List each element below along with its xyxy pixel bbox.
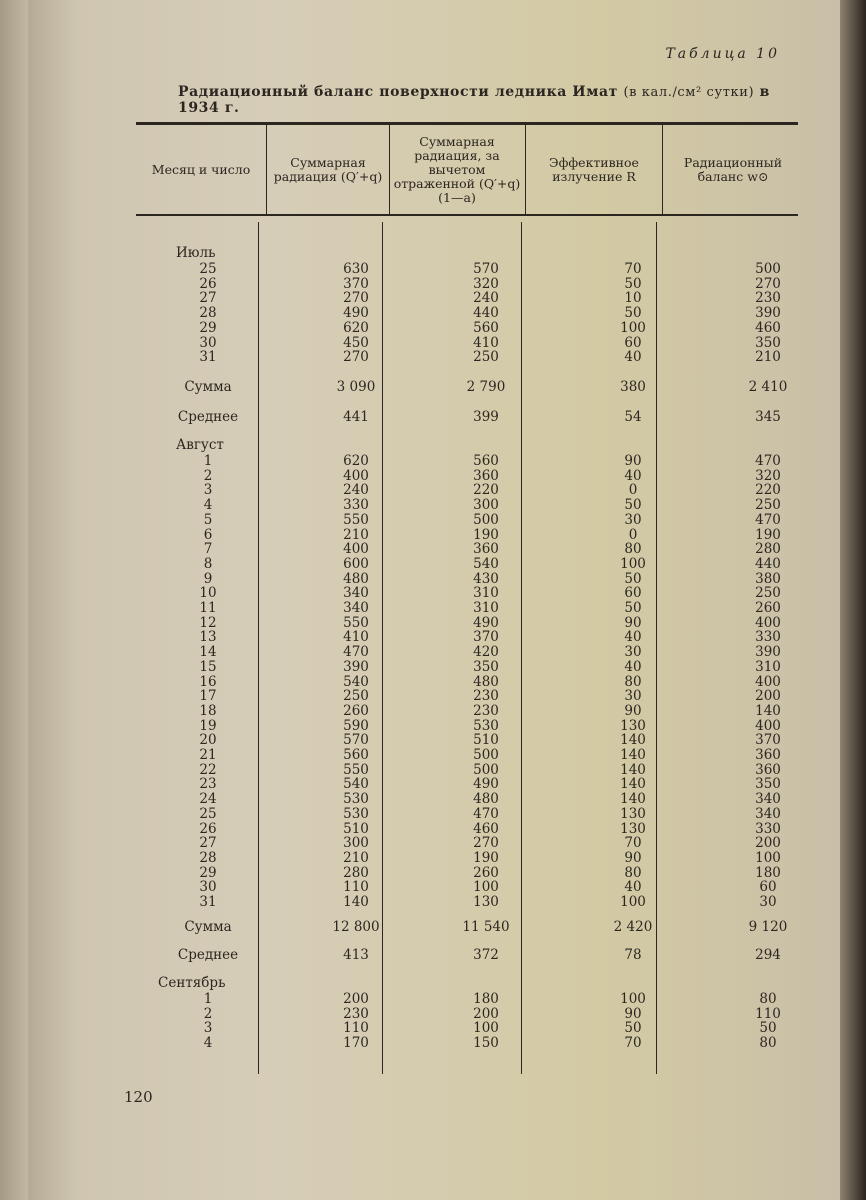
table-cell: 10 [199, 585, 217, 602]
table-cell: 110 [755, 1005, 781, 1022]
table-cell: 9 120 [748, 919, 788, 935]
table-cell: 8 [203, 555, 213, 572]
table-row [28, 660, 840, 674]
table-cell: 78 [624, 947, 642, 963]
table-cell: 540 [343, 776, 369, 793]
table-cell: 90 [624, 702, 642, 719]
table-cell: 90 [624, 849, 642, 866]
table-cell: 600 [343, 555, 369, 572]
table-cell: 294 [755, 947, 781, 963]
table-cell: 280 [755, 541, 781, 558]
table-row [28, 483, 840, 497]
table-cell: 100 [620, 555, 646, 572]
table-row [28, 822, 840, 836]
table-cell: 370 [473, 629, 499, 646]
table-cell: 25 [199, 805, 217, 822]
average-row [28, 948, 840, 962]
table-cell: 380 [755, 570, 781, 587]
table-cell: 390 [755, 644, 781, 661]
table-cell: 260 [473, 864, 499, 881]
table-cell: 2 410 [748, 379, 788, 395]
table-cell: 3 090 [336, 379, 376, 395]
table-cell: 130 [620, 717, 646, 734]
table-cell: 210 [343, 526, 369, 543]
table-cell: 17 [199, 688, 217, 705]
table-cell: 480 [343, 570, 369, 587]
table-cell: 100 [755, 849, 781, 866]
table-row [28, 306, 840, 320]
table-cell: 350 [755, 334, 781, 351]
table-cell: 110 [343, 1020, 369, 1037]
table-cell: 260 [343, 702, 369, 719]
table-cell: 560 [343, 747, 369, 763]
table-cell: 140 [620, 732, 646, 749]
book-page [28, 0, 840, 1200]
table-row [28, 528, 840, 542]
table-cell: 23 [199, 776, 217, 793]
table-cell: 360 [755, 761, 781, 778]
table-cell: 310 [473, 585, 499, 602]
table-cell: 620 [343, 319, 369, 336]
table-cell: 330 [755, 629, 781, 646]
table-cell: 190 [473, 849, 499, 866]
table-cell: 200 [343, 991, 369, 1007]
table-cell: 21 [199, 747, 217, 763]
table-cell: 570 [473, 261, 499, 277]
table-cell: 450 [343, 334, 369, 351]
table-cell: 320 [755, 467, 781, 484]
table-cell: 80 [759, 1035, 777, 1052]
table-cell: 12 800 [332, 919, 380, 935]
table-cell: 410 [343, 629, 369, 646]
table-cell: 350 [755, 776, 781, 793]
table-cell: 440 [473, 305, 499, 322]
table-cell: 240 [473, 290, 499, 307]
table-cell: 90 [624, 453, 642, 469]
table-row [28, 469, 840, 483]
table-cell: 550 [343, 761, 369, 778]
table-cell: 31 [199, 894, 217, 910]
table-cell: 9 [203, 570, 213, 587]
table-cell: 200 [473, 1005, 499, 1022]
table-cell: 180 [755, 864, 781, 881]
table-cell: 26 [199, 275, 217, 292]
table-cell: 1 [203, 991, 213, 1007]
table-cell: 590 [343, 717, 369, 734]
table-cell: 345 [755, 409, 781, 425]
table-cell: 70 [624, 1035, 642, 1052]
table-cell: 110 [343, 879, 369, 896]
table-cell: 490 [473, 776, 499, 793]
table-cell: 370 [343, 275, 369, 292]
table-cell: 400 [343, 541, 369, 558]
table-row [28, 586, 840, 600]
table-cell: 11 [199, 600, 217, 616]
table-cell: 50 [624, 305, 642, 322]
table-cell: 630 [343, 261, 369, 277]
table-cell: 510 [473, 732, 499, 749]
table-cell: 12 [199, 614, 217, 631]
page-number: 120 [124, 1088, 153, 1106]
table-cell: 31 [199, 349, 217, 366]
table-cell: 500 [473, 761, 499, 778]
table-cell: 2 [203, 467, 213, 484]
table-cell: 100 [620, 991, 646, 1007]
table-cell: 2 [203, 1005, 213, 1022]
table-cell: 3 [203, 482, 213, 499]
header-radiation-balance: Радиационный баланс w⊙ [683, 155, 783, 184]
table-cell: 27 [199, 290, 217, 307]
header-total-radiation: Суммарная радиация (Q′+q) [273, 155, 383, 184]
table-cell: 390 [755, 305, 781, 322]
table-cell: Сумма [184, 919, 232, 935]
table-cell: 54 [624, 409, 642, 425]
table-cell: 399 [473, 409, 499, 425]
table-cell: 50 [759, 1020, 777, 1037]
table-row [28, 572, 840, 586]
table-cell: 480 [473, 791, 499, 808]
table-cell: 180 [473, 991, 499, 1007]
table-cell: 100 [473, 879, 499, 896]
table-cell: 270 [755, 275, 781, 292]
table-cell: 340 [755, 805, 781, 822]
table-cell: 400 [343, 467, 369, 484]
table-cell: 80 [624, 864, 642, 881]
table-cell: 140 [755, 702, 781, 719]
caption-year: в 1934 г. [178, 84, 770, 116]
table-cell: 5 [203, 511, 213, 528]
table-cell: 60 [624, 585, 642, 602]
table-cell: 0 [628, 482, 638, 499]
table-cell: 300 [343, 835, 369, 852]
table-cell: 29 [199, 319, 217, 336]
table-cell: 370 [755, 732, 781, 749]
table-row [28, 630, 840, 644]
table-cell: 40 [624, 467, 642, 484]
table-cell: 380 [620, 379, 646, 395]
table-cell: 22 [199, 761, 217, 778]
table-cell: 510 [343, 820, 369, 837]
table-cell: 190 [755, 526, 781, 543]
table-cell: 50 [624, 497, 642, 514]
sum-row [28, 380, 840, 394]
table-cell: 90 [624, 614, 642, 631]
table-cell: 470 [755, 511, 781, 528]
sum-row [28, 920, 840, 934]
table-cell: 130 [473, 894, 499, 910]
table-cell: 230 [473, 702, 499, 719]
table-row [28, 807, 840, 821]
table-row [28, 836, 840, 850]
table-cell: 550 [343, 614, 369, 631]
table-cell: 280 [343, 864, 369, 881]
table-row [28, 616, 840, 630]
table-cell: 500 [755, 261, 781, 277]
table-row [28, 262, 840, 276]
table-body [28, 0, 840, 1200]
table-cell: 10 [624, 290, 642, 307]
table-cell: 70 [624, 261, 642, 277]
table-cell: 190 [473, 526, 499, 543]
table-cell: 100 [620, 894, 646, 910]
table-cell: 90 [624, 1005, 642, 1022]
table-cell: 7 [203, 541, 213, 558]
table-cell: 80 [759, 991, 777, 1007]
table-cell: 60 [759, 879, 777, 896]
table-cell: 50 [624, 600, 642, 616]
table-row [28, 336, 840, 350]
table-cell: 530 [343, 805, 369, 822]
table-cell: 30 [199, 879, 217, 896]
table-row [28, 291, 840, 305]
caption-units: (в кал./см² сутки) [623, 85, 755, 100]
table-cell: 30 [759, 894, 777, 910]
table-cell: 140 [620, 761, 646, 778]
table-cell: 340 [755, 791, 781, 808]
table-row [28, 350, 840, 364]
table-row [28, 645, 840, 659]
table-cell: 1 [203, 453, 213, 469]
table-cell: 540 [473, 555, 499, 572]
table-cell: 500 [473, 747, 499, 763]
table-cell: 40 [624, 879, 642, 896]
table-row [28, 601, 840, 615]
table-cell: 60 [624, 334, 642, 351]
table-cell: 530 [343, 791, 369, 808]
table-cell: 3 [203, 1020, 213, 1037]
table-cell: 140 [620, 776, 646, 793]
table-cell: 470 [755, 453, 781, 469]
table-cell: 16 [199, 673, 217, 690]
table-row [28, 321, 840, 335]
table-cell: 200 [755, 835, 781, 852]
table-cell: 19 [199, 717, 217, 734]
table-row [28, 1036, 840, 1050]
month-label: Июль [176, 245, 216, 261]
table-row [28, 851, 840, 865]
table-cell: 350 [473, 658, 499, 675]
table-cell: 400 [755, 673, 781, 690]
table-cell: 30 [624, 511, 642, 528]
table-cell: 28 [199, 849, 217, 866]
table-cell: 270 [343, 349, 369, 366]
table-cell: 24 [199, 791, 217, 808]
month-label: Август [176, 437, 224, 453]
table-cell: 330 [755, 820, 781, 837]
table-cell: 490 [473, 614, 499, 631]
table-row [28, 675, 840, 689]
month-label: Сентябрь [158, 975, 226, 991]
table-row [28, 792, 840, 806]
table-cell: 2 790 [466, 379, 506, 395]
table-row [28, 880, 840, 894]
table-cell: 4 [203, 1035, 213, 1052]
table-cell: 130 [620, 820, 646, 837]
table-cell: 413 [343, 947, 369, 963]
table-cell: 560 [473, 453, 499, 469]
header-absorbed-radiation: Суммарная радиация, за вычетом отраженной (Q′+q) (1—a) [393, 134, 521, 205]
table-cell: 4 [203, 497, 213, 514]
table-cell: 330 [343, 497, 369, 514]
table-cell: 400 [755, 614, 781, 631]
table-cell: 250 [755, 585, 781, 602]
table-cell: 240 [343, 482, 369, 499]
table-cell: 250 [473, 349, 499, 366]
table-cell: 40 [624, 658, 642, 675]
table-cell: 50 [624, 570, 642, 587]
table-cell: 470 [473, 805, 499, 822]
table-cell: 320 [473, 275, 499, 292]
table-cell: 26 [199, 820, 217, 837]
table-cell: 13 [199, 629, 217, 646]
table-cell: 100 [620, 319, 646, 336]
table-cell: 50 [624, 275, 642, 292]
table-cell: 220 [755, 482, 781, 499]
table-cell: 28 [199, 305, 217, 322]
table-cell: 140 [343, 894, 369, 910]
table-cell: 14 [199, 644, 217, 661]
table-cell: 30 [624, 688, 642, 705]
table-cell: 220 [473, 482, 499, 499]
table-row [28, 498, 840, 512]
table-cell: 50 [624, 1020, 642, 1037]
table-cell: 140 [620, 747, 646, 763]
table-cell: 18 [199, 702, 217, 719]
table-cell: 300 [473, 497, 499, 514]
header-month-day: Месяц и число [151, 162, 251, 177]
table-cell: 460 [473, 820, 499, 837]
table-cell: 70 [624, 835, 642, 852]
table-cell: 340 [343, 585, 369, 602]
table-cell: 620 [343, 453, 369, 469]
table-cell: 440 [755, 555, 781, 572]
table-cell: 460 [755, 319, 781, 336]
table-cell: 40 [624, 629, 642, 646]
table-row [28, 777, 840, 791]
table-cell: 210 [343, 849, 369, 866]
table-row [28, 992, 840, 1006]
table-row [28, 542, 840, 556]
table-row [28, 513, 840, 527]
table-cell: 2 420 [613, 919, 653, 935]
table-cell: Сумма [184, 379, 232, 395]
table-cell: 27 [199, 835, 217, 852]
table-cell: 372 [473, 947, 499, 963]
table-cell: 200 [755, 688, 781, 705]
table-row [28, 763, 840, 777]
table-cell: 270 [473, 835, 499, 852]
page-left-edge [0, 0, 28, 1200]
table-cell: 25 [199, 261, 217, 277]
table-row [28, 689, 840, 703]
table-cell: 260 [755, 600, 781, 616]
table-cell: 250 [343, 688, 369, 705]
table-cell: 550 [343, 511, 369, 528]
table-row [28, 454, 840, 468]
table-row [28, 866, 840, 880]
table-cell: 500 [473, 511, 499, 528]
table-cell: 540 [343, 673, 369, 690]
table-cell: 360 [473, 467, 499, 484]
table-cell: 0 [628, 526, 638, 543]
table-cell: 15 [199, 658, 217, 675]
table-cell: 400 [755, 717, 781, 734]
table-cell: 6 [203, 526, 213, 543]
table-cell: 100 [473, 1020, 499, 1037]
table-cell: 470 [343, 644, 369, 661]
table-cell: 30 [199, 334, 217, 351]
table-cell: 430 [473, 570, 499, 587]
table-cell: 270 [343, 290, 369, 307]
table-cell: 80 [624, 673, 642, 690]
table-cell: 420 [473, 644, 499, 661]
table-cell: 340 [343, 600, 369, 616]
table-row [28, 895, 840, 909]
table-cell: 480 [473, 673, 499, 690]
table-cell: 150 [473, 1035, 499, 1052]
table-cell: 170 [343, 1035, 369, 1052]
table-cell: 310 [473, 600, 499, 616]
book-spine [840, 0, 866, 1200]
table-cell: 441 [343, 409, 369, 425]
table-cell: 230 [343, 1005, 369, 1022]
table-cell: 360 [473, 541, 499, 558]
table-cell: 230 [473, 688, 499, 705]
table-cell: Среднее [177, 409, 239, 425]
table-cell: 360 [755, 747, 781, 763]
table-cell: 40 [624, 349, 642, 366]
header-effective-emission: Эффективное излучение R [549, 155, 639, 184]
table-cell: Среднее [177, 947, 239, 963]
table-cell: 570 [343, 732, 369, 749]
table-cell: 11 540 [462, 919, 510, 935]
table-row [28, 748, 840, 762]
table-cell: 490 [343, 305, 369, 322]
table-cell: 390 [343, 658, 369, 675]
table-row [28, 733, 840, 747]
table-cell: 130 [620, 805, 646, 822]
table-row [28, 1007, 840, 1021]
table-cell: 80 [624, 541, 642, 558]
table-cell: 30 [624, 644, 642, 661]
table-number: Таблица 10 [665, 46, 780, 62]
table-row [28, 557, 840, 571]
table-row [28, 719, 840, 733]
table-cell: 560 [473, 319, 499, 336]
table-cell: 140 [620, 791, 646, 808]
caption-title: Радиационный баланс поверхности ледника Имат [178, 84, 618, 100]
table-row [28, 277, 840, 291]
table-cell: 410 [473, 334, 499, 351]
table-row [28, 704, 840, 718]
table-cell: 29 [199, 864, 217, 881]
table-cell: 250 [755, 497, 781, 514]
table-row [28, 1021, 840, 1035]
table-cell: 20 [199, 732, 217, 749]
table-cell: 310 [755, 658, 781, 675]
table-cell: 210 [755, 349, 781, 366]
average-row [28, 410, 840, 424]
table-cell: 530 [473, 717, 499, 734]
table-cell: 230 [755, 290, 781, 307]
